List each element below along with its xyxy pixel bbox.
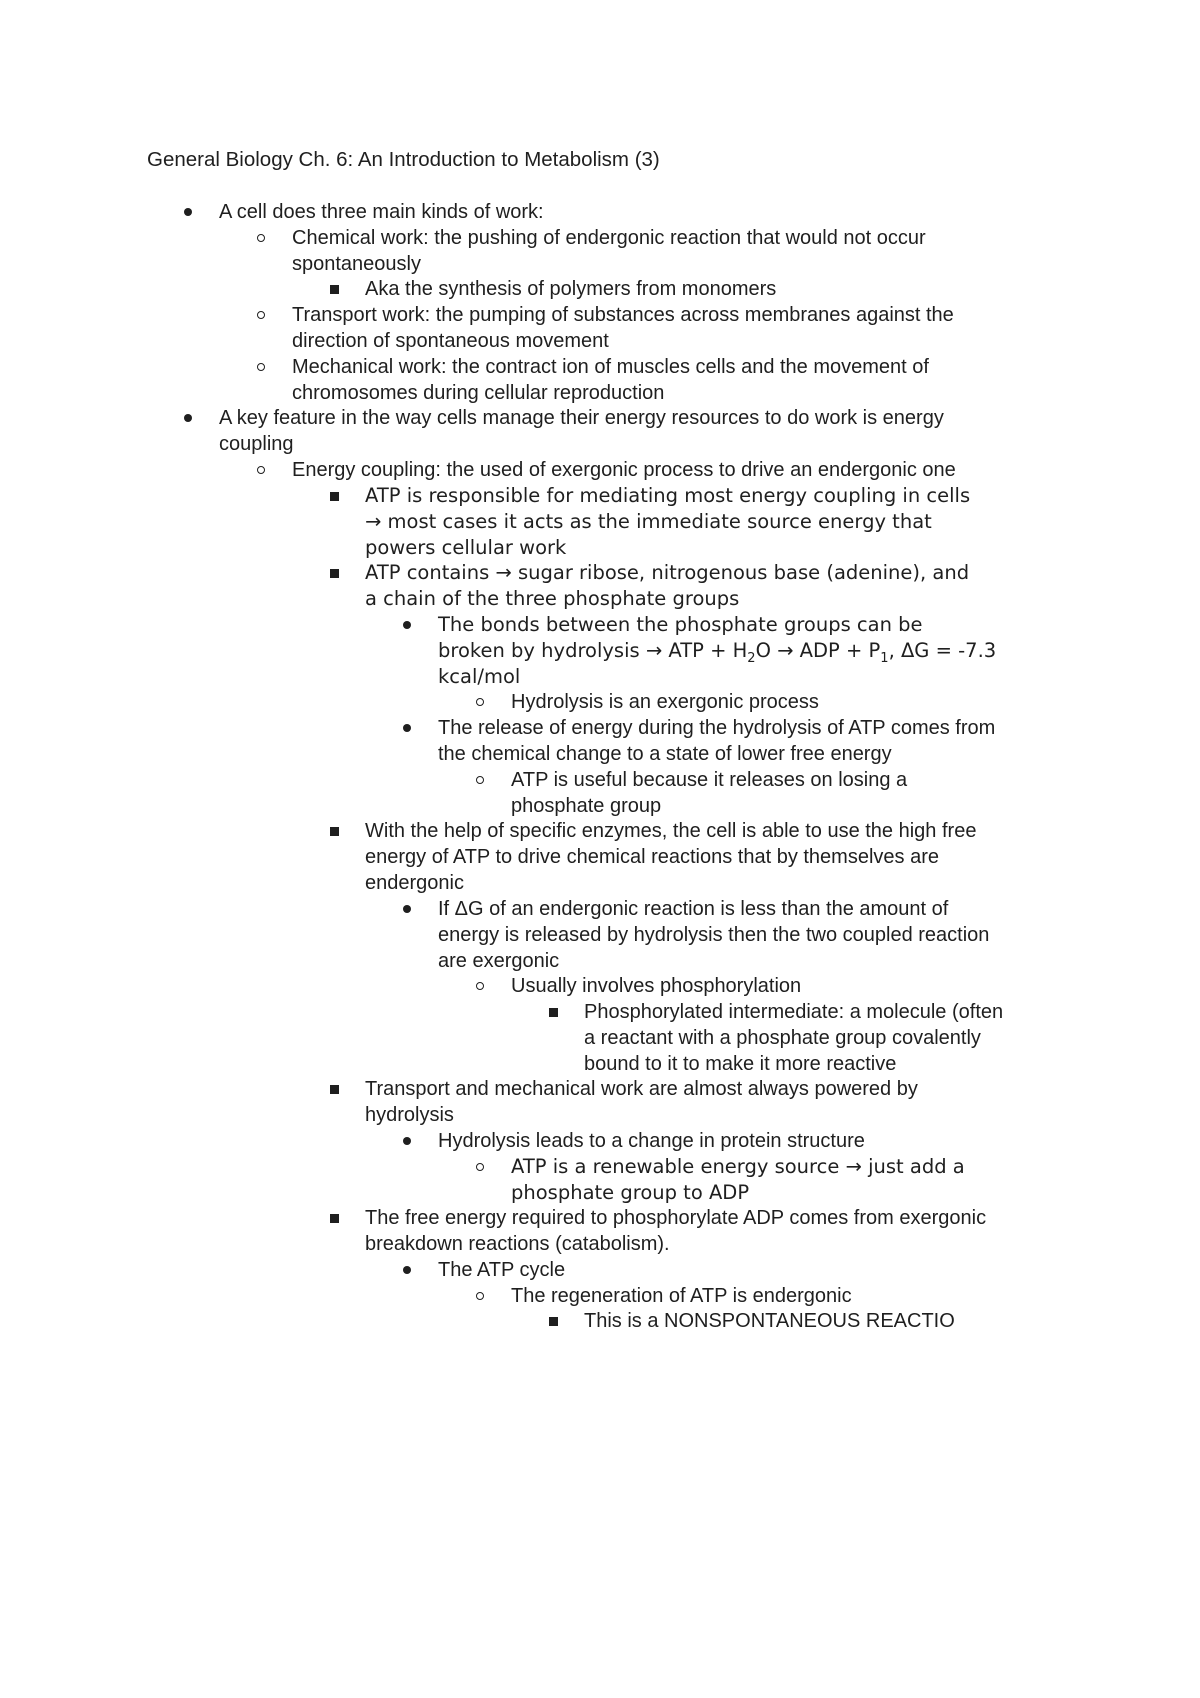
list-item (292, 354, 929, 406)
circle-bullet-icon (476, 1292, 484, 1300)
list-item-line: energy of ATP to drive chemical reactions that by themselves are (365, 846, 939, 869)
list-item (365, 276, 776, 302)
list-item (219, 405, 944, 457)
list-item-line: spontaneously (292, 252, 421, 275)
list-item-line: A cell does three main kinds of work: (219, 201, 544, 223)
list-item-line: Mechanical work: the contract ion of muscles cells and the movement of (292, 355, 929, 378)
list-item (438, 1128, 865, 1154)
square-bullet-icon (330, 492, 339, 501)
circle-bullet-icon (476, 1163, 484, 1171)
list-item-line: A key feature in the way cells manage their energy resources to do work is energy (219, 407, 944, 430)
disc-bullet-icon (403, 1137, 411, 1145)
list-item (365, 818, 976, 896)
disc-bullet-icon (403, 1266, 411, 1274)
list-item (438, 1257, 565, 1283)
list-item (438, 896, 989, 974)
list-item (511, 689, 819, 715)
list-item-line: If ΔG of an endergonic reaction is less than the amount of (438, 897, 949, 920)
list-item-line: Energy coupling: the used of exergonic process to drive an endergonic one (292, 459, 956, 481)
list-item-line: Usually involves phosphorylation (511, 975, 802, 997)
list-item-line: Hydrolysis is an exergonic process (511, 691, 819, 714)
list-item (365, 1205, 986, 1257)
list-item (365, 483, 970, 561)
list-item (292, 225, 926, 277)
list-item (511, 1283, 852, 1309)
list-item (584, 1308, 955, 1334)
list-item-line: The bonds between the phosphate groups can be (438, 612, 923, 636)
list-item-line: broken by hydrolysis → ATP + $H_2O$ → ADP + $P_1$, ΔG = -7.3 (438, 638, 997, 666)
list-item-line: direction of spontaneous movement (292, 330, 609, 353)
circle-bullet-icon (257, 363, 265, 371)
list-item-line: The ATP cycle (438, 1258, 566, 1281)
list-item-line: kcal/mol (438, 664, 521, 688)
list-item-line: Aka the synthesis of polymers from monomers (365, 278, 777, 301)
list-item-line: ATP is responsible for mediating most energy coupling in cells (365, 483, 971, 507)
square-bullet-icon (330, 285, 339, 294)
circle-bullet-icon (257, 234, 265, 242)
list-item-line: breakdown reactions (catabolism). (365, 1233, 670, 1256)
list-item-line: bound to it to make it more reactive (584, 1052, 897, 1075)
circle-bullet-icon (476, 982, 484, 990)
list-item (511, 767, 907, 819)
list-item-line: hydrolysis (365, 1104, 454, 1127)
circle-bullet-icon (257, 311, 265, 319)
list-item (438, 612, 996, 690)
document-title: General Biology Ch. 6: An Introduction to Metabolism (3) (147, 148, 660, 171)
list-item-line: phosphate group to ADP (511, 1180, 750, 1204)
circle-bullet-icon (257, 466, 265, 474)
list-item-line: → most cases it acts as the immediate source energy that (365, 509, 932, 533)
disc-bullet-icon (184, 414, 192, 422)
list-item-line: Transport work: the pumping of substances across membranes against the (292, 304, 954, 327)
list-item-line: powers cellular work (365, 535, 567, 559)
disc-bullet-icon (403, 724, 411, 732)
list-item-line: ATP contains → sugar ribose, nitrogenous base (adenine), and (365, 561, 970, 585)
list-item (219, 199, 544, 225)
list-item-line: are exergonic (438, 949, 560, 972)
list-item-line: a reactant with a phosphate group covalently (584, 1026, 981, 1049)
square-bullet-icon (330, 569, 339, 578)
list-item-line: The regeneration of ATP is endergonic (511, 1284, 852, 1307)
list-item (292, 302, 954, 354)
list-item-line: endergonic (365, 872, 464, 895)
disc-bullet-icon (403, 621, 411, 629)
list-item-line: chromosomes during cellular reproduction (292, 381, 665, 404)
list-item (365, 560, 969, 612)
list-item-line: energy is released by hydrolysis then the two coupled reaction (438, 923, 990, 946)
list-item (292, 457, 956, 483)
list-item-line: Hydrolysis leads to a change in protein structure (438, 1129, 865, 1152)
disc-bullet-icon (403, 905, 411, 913)
list-item (511, 973, 801, 999)
square-bullet-icon (330, 1085, 339, 1094)
list-item-line: The free energy required to phosphorylate ADP comes from exergonic (365, 1207, 987, 1230)
list-item (365, 1076, 918, 1128)
square-bullet-icon (549, 1317, 558, 1326)
list-item-line: ATP is useful because it releases on losing a (511, 768, 908, 791)
list-item-line: Chemical work: the pushing of endergonic reaction that would not occur (292, 226, 926, 249)
list-item-line: coupling (219, 433, 294, 456)
list-item (438, 715, 995, 767)
list-item-line: ATP is a renewable energy source → just add a (511, 1154, 965, 1178)
circle-bullet-icon (476, 698, 484, 706)
list-item-line: phosphate group (511, 794, 662, 817)
list-item-line: With the help of specific enzymes, the cell is able to use the high free (365, 820, 977, 843)
list-item-line: the chemical change to a state of lower free energy (438, 743, 892, 765)
list-item (511, 1154, 965, 1206)
list-item-line: a chain of the three phosphate groups (365, 587, 740, 611)
disc-bullet-icon (184, 208, 192, 216)
square-bullet-icon (330, 827, 339, 836)
list-item (584, 999, 1003, 1077)
square-bullet-icon (330, 1214, 339, 1223)
list-item-line: Transport and mechanical work are almost always powered by (365, 1078, 918, 1101)
list-item-line: This is a NONSPONTANEOUS REACTIO (584, 1310, 955, 1333)
square-bullet-icon (549, 1008, 558, 1017)
list-item-line: The release of energy during the hydrolysis of ATP comes from (438, 717, 996, 739)
list-item-line: Phosphorylated intermediate: a molecule (often (584, 1000, 1004, 1023)
circle-bullet-icon (476, 776, 484, 784)
